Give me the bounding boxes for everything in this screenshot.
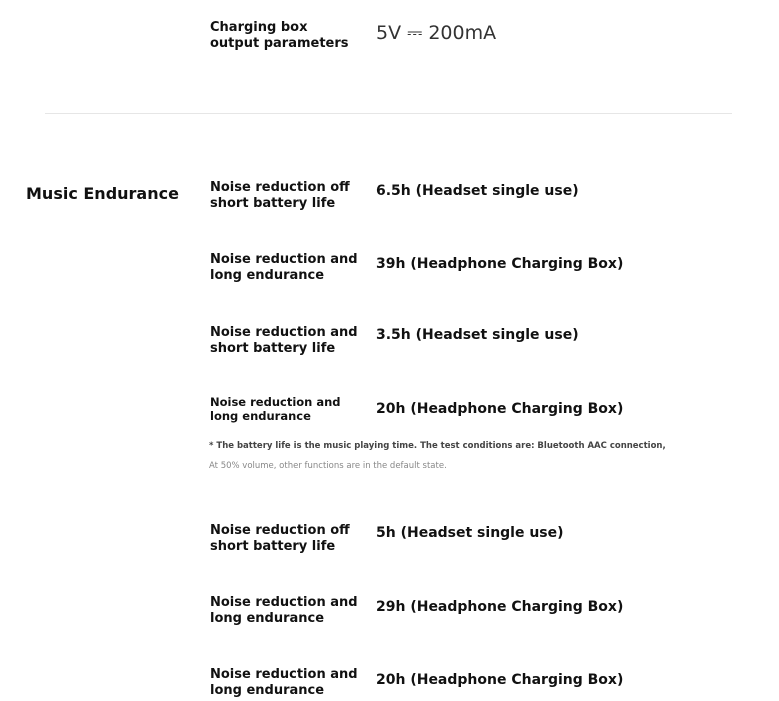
- spec-label-2: Noise reduction and long endurance: [210, 252, 358, 283]
- spec-value-6: 29h (Headphone Charging Box): [376, 599, 624, 615]
- spec-value-4: 20h (Headphone Charging Box): [376, 401, 624, 417]
- output-params-value: 5V ⎓ 200mA: [376, 22, 497, 44]
- spec-value-7: 20h (Headphone Charging Box): [376, 672, 624, 688]
- spec-value-3: 3.5h (Headset single use): [376, 327, 579, 343]
- spec-label-7: Noise reduction and long endurance: [210, 667, 358, 698]
- spec-label-4: Noise reduction and long endurance: [210, 395, 341, 423]
- spec-value-5: 5h (Headset single use): [376, 525, 564, 541]
- spec-label-1: Noise reduction off short battery life: [210, 180, 350, 211]
- spec-label-6: Noise reduction and long endurance: [210, 595, 358, 626]
- output-params-label: Charging box output parameters: [210, 20, 349, 51]
- spec-value-2: 39h (Headphone Charging Box): [376, 256, 624, 272]
- footnote-line-1: * The battery life is the music playing time. The test conditions are: Bluetooth AAC connection,: [209, 441, 666, 451]
- spec-value-1: 6.5h (Headset single use): [376, 183, 579, 199]
- footnote-line-2: At 50% volume, other functions are in the default state.: [209, 461, 447, 471]
- section-divider: [45, 113, 732, 114]
- music-endurance-title: Music Endurance: [26, 184, 179, 203]
- spec-label-5: Noise reduction off short battery life: [210, 523, 350, 554]
- spec-label-3: Noise reduction and short battery life: [210, 325, 358, 356]
